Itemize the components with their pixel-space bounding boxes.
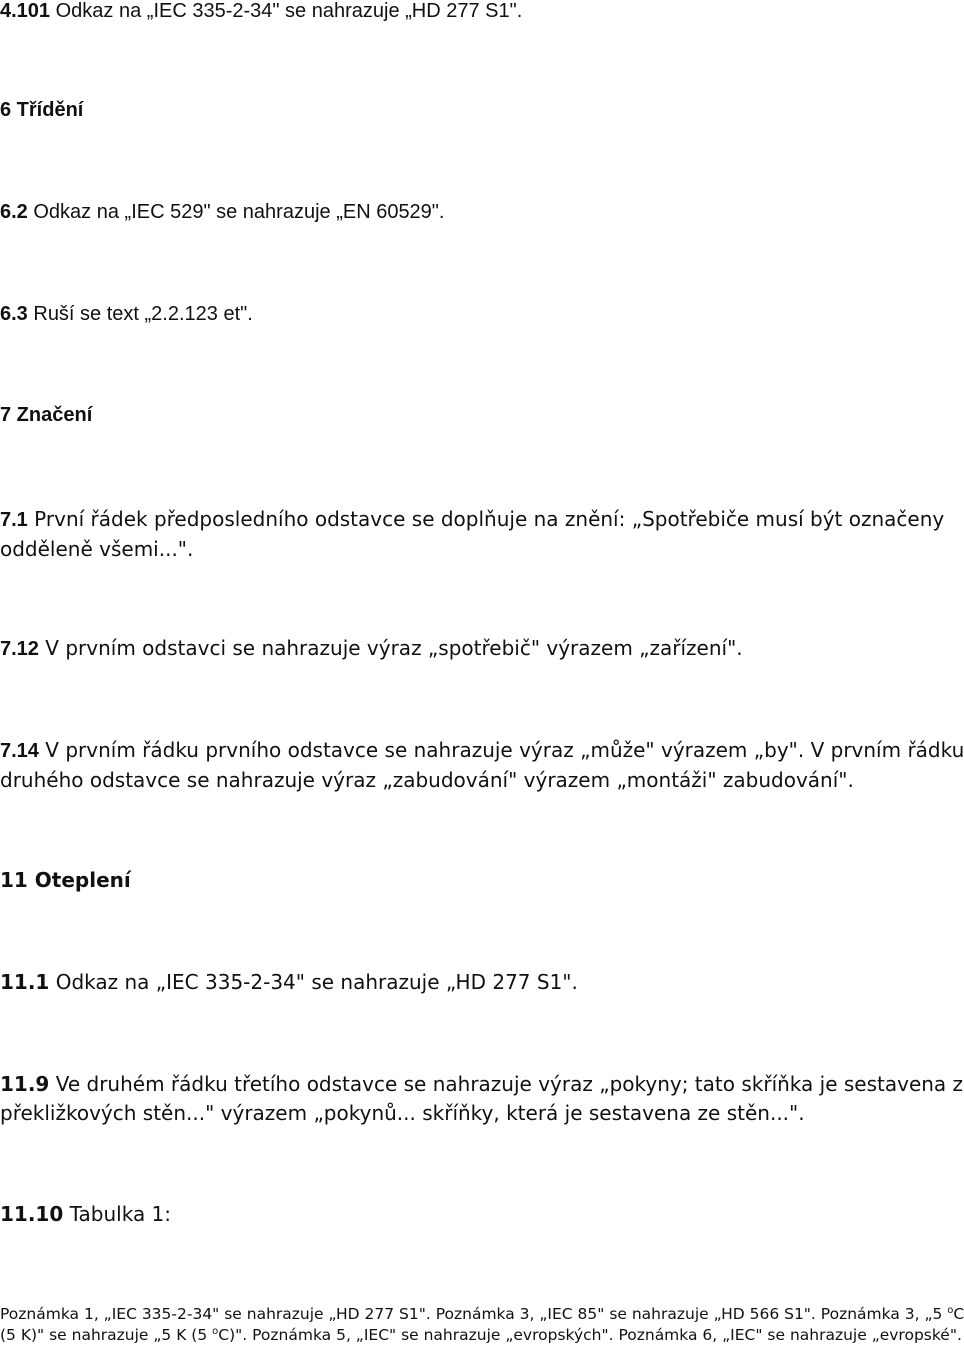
clause-line-2: překližkových stěn..." výrazem „pokynů... skříňky, která je sestavena ze stěn...".	[0, 1101, 805, 1125]
note-line-1: Poznámka 1, „IEC 335-2-34" se nahrazuje „HD 277 S1". Poznámka 3, „IEC 85" se nahrazuje „HD 566 S1". Poznámka 3, „5 $^o$C	[0, 1305, 964, 1323]
clause-6-3	[0, 300, 960, 329]
clause-line-1	[0, 505, 960, 535]
clause-number: 4.101	[0, 0, 51, 22]
clause-number: 6.3	[0, 303, 28, 325]
clause-4-101	[0, 0, 960, 26]
clause-number: 6.2	[0, 201, 28, 223]
section-title: 7 Značení	[0, 404, 93, 426]
clause-7-14	[0, 736, 964, 795]
section-title: 6 Třídění	[0, 99, 84, 121]
notes-paragraph	[0, 1304, 964, 1346]
clause-7-12	[0, 634, 960, 664]
clause-number: 11.1	[0, 970, 50, 994]
clause-text: První řádek předposledního odstavce se doplňuje na znění: „Spotřebiče musí být označeny	[27, 507, 945, 531]
clause-number: 7.12	[0, 638, 39, 660]
clause-text: Odkaz na „IEC 335-2-34" se nahrazuje „HD 277 S1".	[49, 970, 578, 994]
clause-text: Odkaz na „IEC 335-2-34" se nahrazuje „HD 277 S1".	[50, 0, 523, 22]
clause-7-1	[0, 505, 960, 564]
clause-text: Tabulka 1:	[63, 1202, 172, 1226]
clause-number: 11.10	[0, 1202, 64, 1226]
clause-line-2: odděleně všemi...".	[0, 537, 194, 561]
clause-number: 7.14	[0, 740, 39, 762]
clause-number: 7.1	[0, 509, 28, 531]
clause-text: Odkaz na „IEC 529" se nahrazuje „EN 60529".	[27, 201, 445, 223]
section-heading-11	[0, 866, 960, 895]
clause-11-9	[0, 1070, 964, 1128]
clause-text: V prvním řádku prvního odstavce se nahrazuje výraz „může" výrazem „by". V prvním řádku	[38, 738, 964, 762]
clause-line-2: druhého odstavce se nahrazuje výraz „zabudování" výrazem „montáži" zabudování".	[0, 768, 854, 792]
clause-number: 11.9	[0, 1072, 50, 1096]
clause-text: Ruší se text „2.2.123 et".	[27, 303, 253, 325]
clause-text: V prvním odstavci se nahrazuje výraz „spotřebič" výrazem „zařízení".	[38, 636, 743, 660]
note-line-2: (5 K)" se nahrazuje „5 K (5 $^o$C)". Poznámka 5, „IEC" se nahrazuje „evropských". Poznámka 6, „IEC" se nahrazuje „evropské".	[0, 1326, 962, 1344]
section-heading-6	[0, 96, 960, 125]
clause-6-2	[0, 198, 960, 227]
clause-11-1	[0, 968, 960, 997]
clause-line-1	[0, 736, 964, 766]
section-heading-7	[0, 401, 960, 430]
clause-text: Ve druhém řádku třetího odstavce se nahrazuje výraz „pokyny; tato skříňka je sestavena z	[49, 1072, 964, 1096]
clause-line-1	[0, 1070, 964, 1099]
section-title: 11 Oteplení	[0, 868, 131, 892]
clause-11-10	[0, 1200, 960, 1229]
